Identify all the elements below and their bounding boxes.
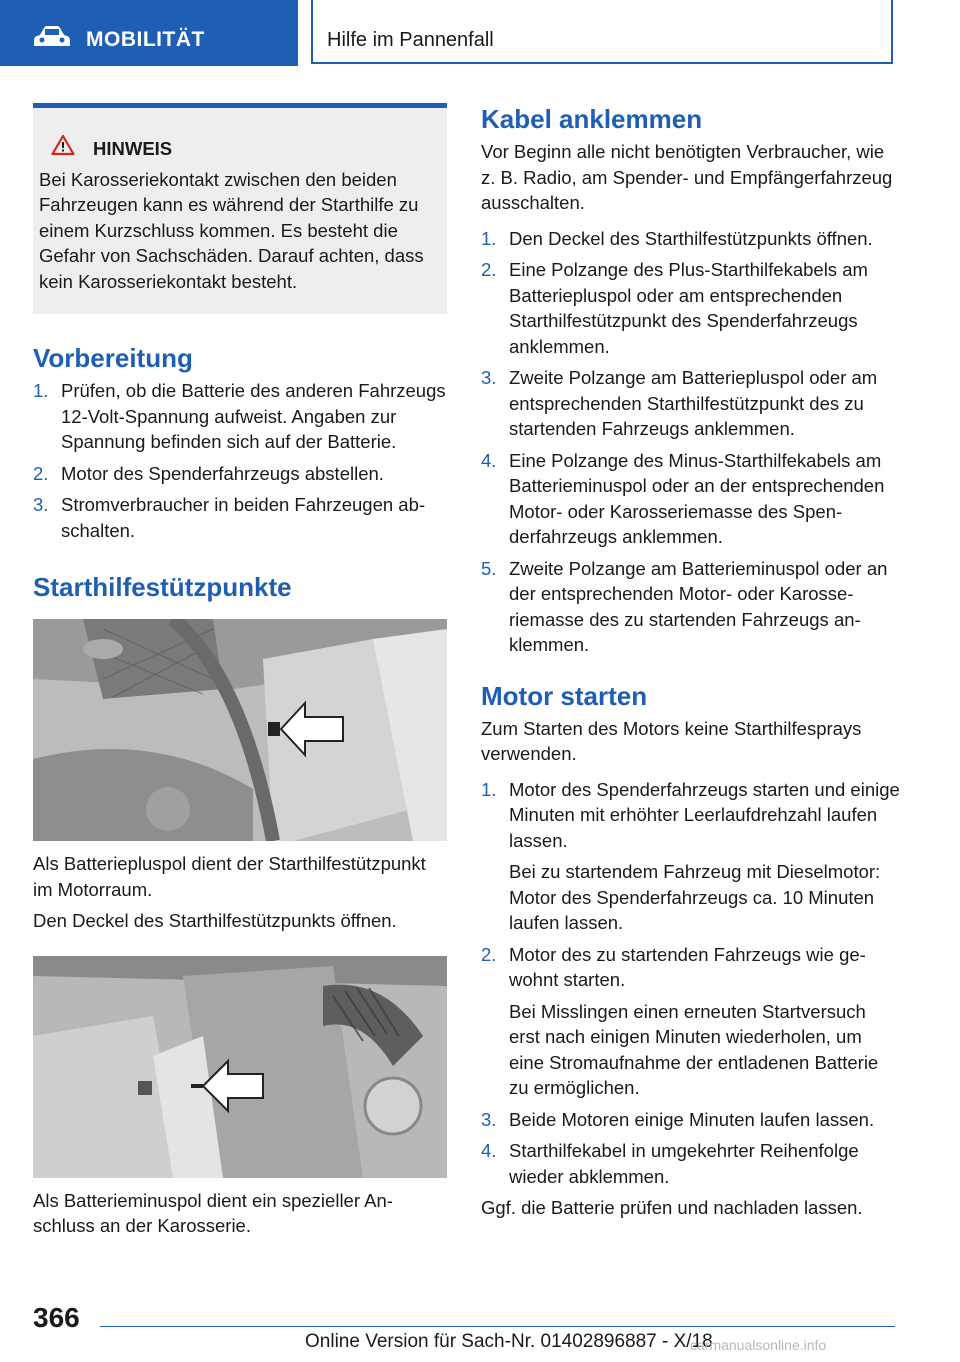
step-number: 2. — [33, 462, 49, 484]
list-item — [481, 1107, 901, 1133]
start-engine-intro: Zum Starten des Motors keine Starthilfesprays verwenden. — [481, 717, 862, 764]
warning-triangle-icon — [51, 134, 75, 163]
list-item — [481, 942, 901, 1101]
engine-bay-photo-plus — [33, 619, 447, 841]
caption-plus-pole: Als Batteriepluspol dient der Starthilfestützpunkt im Motorraum. — [33, 853, 426, 900]
step-number: 4. — [481, 449, 497, 471]
online-version-text: Online Version für Sach-Nr. 01402896887 - X/18 — [305, 1331, 713, 1352]
step-number: 3. — [481, 367, 497, 388]
list-item — [481, 226, 901, 252]
list-item — [481, 365, 901, 442]
preparation-heading: Vorbereitung — [33, 343, 193, 373]
right-column — [481, 103, 901, 1221]
chapter-label: MOBILITÄT — [86, 28, 205, 51]
jump-points-heading: Starthilfestützpunkte — [33, 572, 292, 602]
list-item — [481, 777, 901, 936]
step-text: Motor des zu startenden Fahrzeugs wie gewohnt starten. — [509, 943, 866, 990]
attach-cables-heading: Kabel anklemmen — [481, 104, 703, 134]
attach-cables-steps — [481, 226, 901, 658]
step-text: Den Deckel des Starthilfestützpunkts öffnen. — [509, 227, 873, 249]
step-note: Bei Misslingen einen erneuten Startversuch erst nach einigen Minuten wiederholen, um eine Stromaufnahme der entladenen Batterie zu ermöglichen. — [509, 1000, 879, 1098]
notice-header — [51, 134, 437, 163]
watermark: carmanualsonline.info — [690, 1337, 827, 1353]
list-item — [481, 257, 901, 359]
list-item — [33, 461, 447, 487]
list-item — [33, 378, 447, 455]
step-text: Motor des Spenderfahrzeugs abstellen. — [61, 462, 384, 484]
caption-minus-pole: Als Batterieminuspol dient ein spezieller Anschluss an der Karosserie. — [33, 1189, 393, 1236]
notice-text: Bei Karosseriekontakt zwischen den beiden Fahrzeugen kann es während der Starthilfe zu einem Kurzschluss kommen. Es besteht die Gefahr von Sachschäden. Darauf achten, dass kein Karosseriekontakt besteht. — [39, 168, 424, 292]
list-item — [481, 448, 901, 550]
step-text: Prüfen, ob die Batterie des anderen Fahrzeugs 12-Volt-Spannung aufweist. Angaben zur Spannung befinden sich auf der Batterie. — [61, 380, 446, 452]
step-text: Starthilfekabel in umgekehrter Reihenfolge wieder abklemmen. — [509, 1140, 859, 1187]
start-engine-steps — [481, 777, 901, 1190]
step-text: Zweite Polzange am Batterieminuspol oder an der entsprechenden Motor- oder Karosseriemasse des zu startenden Fahrzeugs anklemmen. — [509, 557, 888, 655]
step-number: 1. — [481, 778, 497, 800]
preparation-steps — [33, 378, 447, 543]
step-text: Stromverbraucher in beiden Fahrzeugen abschalten. — [61, 494, 426, 541]
step-text: Zweite Polzange am Batteriepluspol oder am entsprechenden Starthilfestützpunkt des zu startenden Fahrzeugs anklemmen. — [509, 367, 878, 439]
engine-bay-photo-minus — [33, 956, 447, 1178]
chapter-tab — [0, 0, 298, 66]
step-number: 3. — [33, 494, 49, 515]
footer-divider — [100, 1326, 895, 1327]
list-item — [481, 556, 901, 658]
list-item — [33, 492, 447, 543]
list-item — [481, 1138, 901, 1189]
step-number: 4. — [481, 1140, 497, 1161]
closing-text: Ggf. die Batterie prüfen und nachladen lassen. — [481, 1197, 863, 1218]
step-number: 2. — [481, 943, 497, 965]
step-text: Eine Polzange des Minus-Starthilfekabels am Batterieminuspol oder an der entsprechenden Motor- oder Karosseriemasse des Spenderfahrzeugs anklemmen. — [509, 449, 885, 547]
attach-cables-intro: Vor Beginn alle nicht benötigten Verbraucher, wie z. B. Radio, am Spender- und Empfängerfahrzeug ausschalten. — [481, 141, 893, 213]
notice-title: HINWEIS — [93, 137, 173, 159]
step-text: Motor des Spenderfahrzeugs starten und einige Minuten mit erhöhter Leerlaufdrehzahl laufen lassen. — [509, 778, 900, 851]
page-number: 366 — [33, 1302, 80, 1333]
section-header — [311, 0, 893, 64]
caption-open-cover: Den Deckel des Starthilfestützpunkts öffnen. — [33, 910, 397, 931]
notice-box — [33, 103, 447, 314]
step-text: Eine Polzange des Plus-Starthilfekabels am Batteriepluspol oder am entsprechenden Starthilfestützpunkt des Spenderfahrzeugs anklemmen. — [509, 259, 868, 357]
step-text: Beide Motoren einige Minuten laufen lassen. — [509, 1108, 875, 1130]
section-title: Hilfe im Pannenfall — [327, 29, 494, 51]
step-number: 3. — [481, 1108, 497, 1130]
step-number: 2. — [481, 259, 497, 280]
car-icon — [34, 26, 70, 53]
left-column — [33, 103, 447, 1239]
step-number: 1. — [33, 380, 49, 401]
step-note: Bei zu startendem Fahrzeug mit Dieselmotor: Motor des Spenderfahrzeugs ca. 10 Minuten laufen lassen. — [509, 861, 881, 933]
step-number: 5. — [481, 557, 497, 579]
start-engine-heading: Motor starten — [481, 680, 648, 711]
step-number: 1. — [481, 227, 497, 249]
